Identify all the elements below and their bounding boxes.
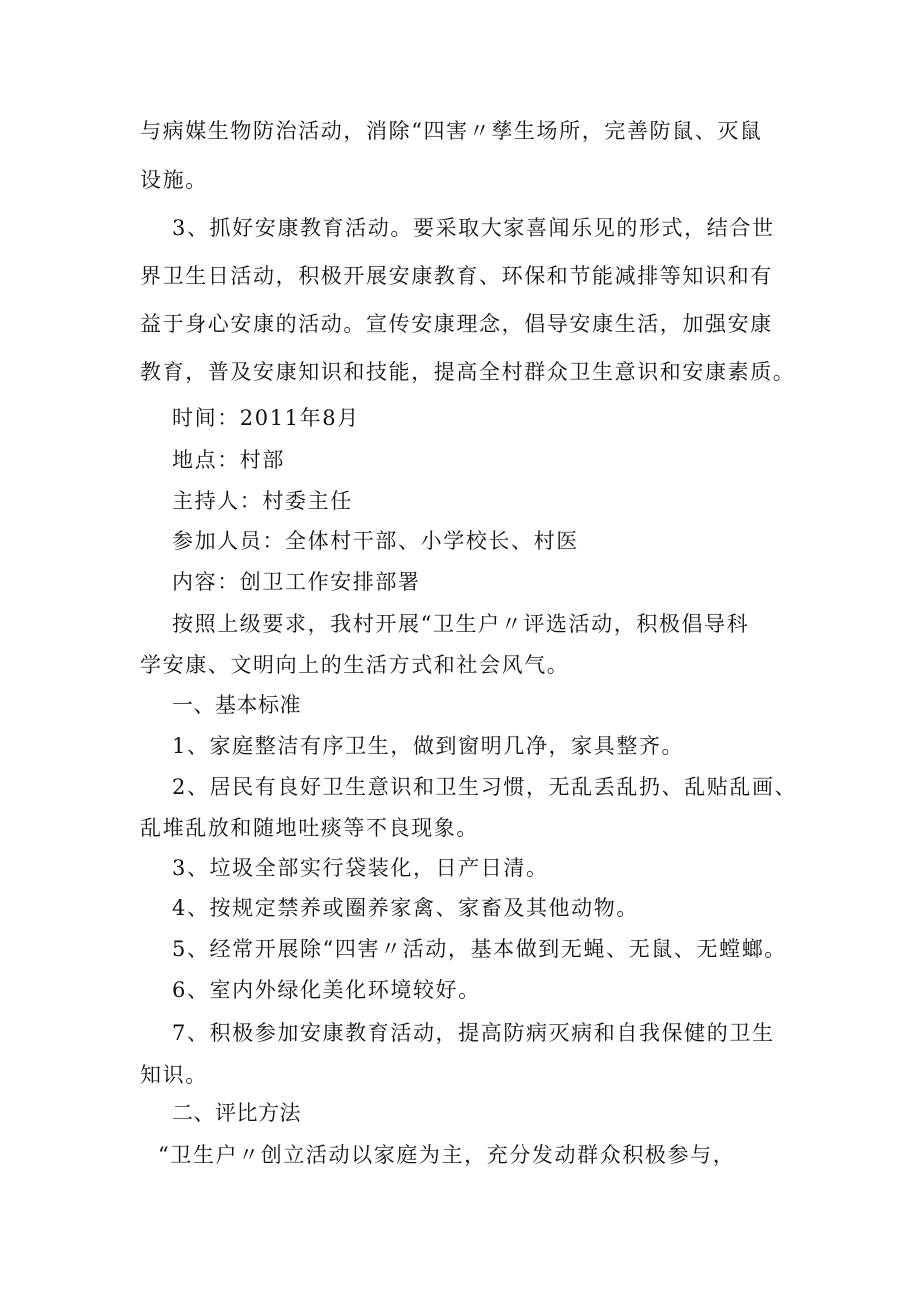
meeting-attendees: 参加人员：全体村干部、小学校长、村医 <box>172 529 579 553</box>
meeting-place: 地点：村部 <box>172 448 285 472</box>
text-line: 乱堆乱放和随地吐痰等不良现象。 <box>140 816 479 840</box>
list-item: 4、按规定禁养或圈养家禽、家畜及其他动物。 <box>172 896 639 920</box>
meeting-content: 内容：创卫工作安排部署 <box>172 570 421 594</box>
list-item: 2、居民有良好卫生意识和卫生习惯，无乱丢乱扔、乱贴乱画、 <box>172 775 798 799</box>
text-line: 设施。 <box>140 168 208 192</box>
list-item: 6、室内外绿化美化环境较好。 <box>172 978 481 1002</box>
text-line: 界卫生日活动，积极开展安康教育、环保和节能减排等知识和有 <box>140 264 773 288</box>
list-item: 1、家庭整洁有序卫生，做到窗明几净，家具整齐。 <box>172 734 685 758</box>
text-line: 学安康、文明向上的生活方式和社会风气。 <box>140 653 570 677</box>
text-line: 知识。 <box>140 1063 208 1087</box>
list-item: 5、经常开展除“四害〃活动，基本做到无蝇、无鼠、无螳螂。 <box>172 937 787 961</box>
text-line: 3、抓好安康教育活动。要采取大家喜闻乐见的形式，结合世 <box>172 216 775 240</box>
text-line: 教育，普及安康知识和技能，提高全村群众卫生意识和安康素质。 <box>140 360 796 384</box>
section-heading-evaluation-method: 二、评比方法 <box>172 1101 301 1125</box>
section-heading-basic-standards: 一、基本标准 <box>172 693 301 717</box>
meeting-time: 时间：2011年8月 <box>172 406 360 430</box>
list-item: 3、垃圾全部实行袋装化，日产日清。 <box>172 856 549 880</box>
list-item: 7、积极参加安康教育活动，提高防病灭病和自我保健的卫生 <box>172 1021 775 1045</box>
meeting-host: 主持人：村委主任 <box>172 489 353 513</box>
text-line: “卫生户〃创立活动以家庭为主，充分发动群众积极参与， <box>158 1143 736 1167</box>
text-line: 益于身心安康的活动。宣传安康理念，倡导安康生活，加强安康 <box>140 312 773 336</box>
text-line: 与病媒生物防治活动，消除“四害〃孳生场所，完善防鼠、灭鼠 <box>140 119 763 143</box>
text-line: 按照上级要求，我村开展“卫生户〃评选活动，积极倡导科 <box>172 612 750 636</box>
